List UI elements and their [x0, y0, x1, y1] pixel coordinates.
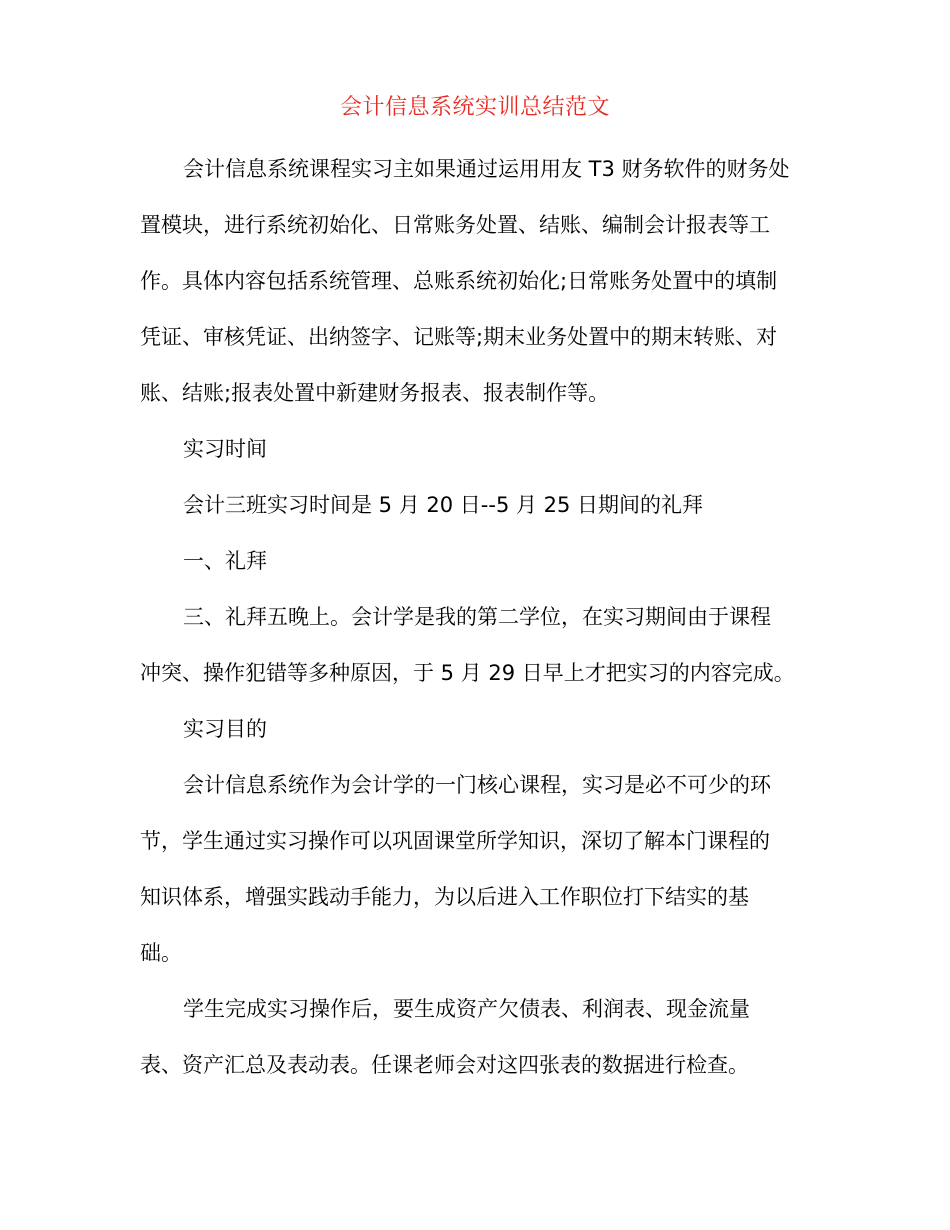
paragraph-line: 账、结账;报表处置中新建财务报表、报表制作等。: [140, 381, 610, 405]
paragraph-line: 学生完成实习操作后，要生成资产欠债表、利润表、现金流量: [183, 997, 750, 1021]
paragraph-line: 础。: [140, 941, 182, 965]
paragraph-line: 作。具体内容包括系统管理、总账系统初始化;日常账务处置中的填制: [140, 269, 778, 293]
paragraph-line: 节，学生通过实习操作可以巩固课堂所学知识，深切了解本门课程的: [140, 829, 770, 853]
section-heading: 实习目的: [183, 717, 267, 741]
paragraph-line: 会计三班实习时间是 5 月 20 日--5 月 25 日期间的礼拜: [183, 493, 704, 517]
paragraph-line: 冲突、操作犯错等多种原因，于 5 月 29 日早上才把实习的内容完成。: [140, 661, 795, 685]
paragraph-line: 会计信息系统作为会计学的一门核心课程，实习是必不可少的环: [183, 773, 771, 797]
paragraph-line: 凭证、审核凭证、出纳签字、记账等;期末业务处置中的期末转账、对: [140, 325, 778, 349]
paragraph-line: 三、礼拜五晚上。会计学是我的第二学位，在实习期间由于课程: [183, 605, 771, 629]
paragraph-line: 会计信息系统课程实习主如果通过运用用友 T3 财务软件的财务处: [183, 157, 790, 181]
section-heading: 实习时间: [183, 437, 267, 461]
paragraph-line: 表、资产汇总及表动表。任课老师会对这四张表的数据进行检查。: [140, 1053, 749, 1077]
document-title: 会计信息系统实训总结范文: [339, 95, 610, 120]
paragraph-line: 一、礼拜: [183, 549, 267, 573]
paragraph-line: 置模块，进行系统初始化、日常账务处置、结账、编制会计报表等工: [140, 213, 770, 237]
paragraph-line: 知识体系，增强实践动手能力，为以后进入工作职位打下结实的基: [140, 885, 749, 909]
